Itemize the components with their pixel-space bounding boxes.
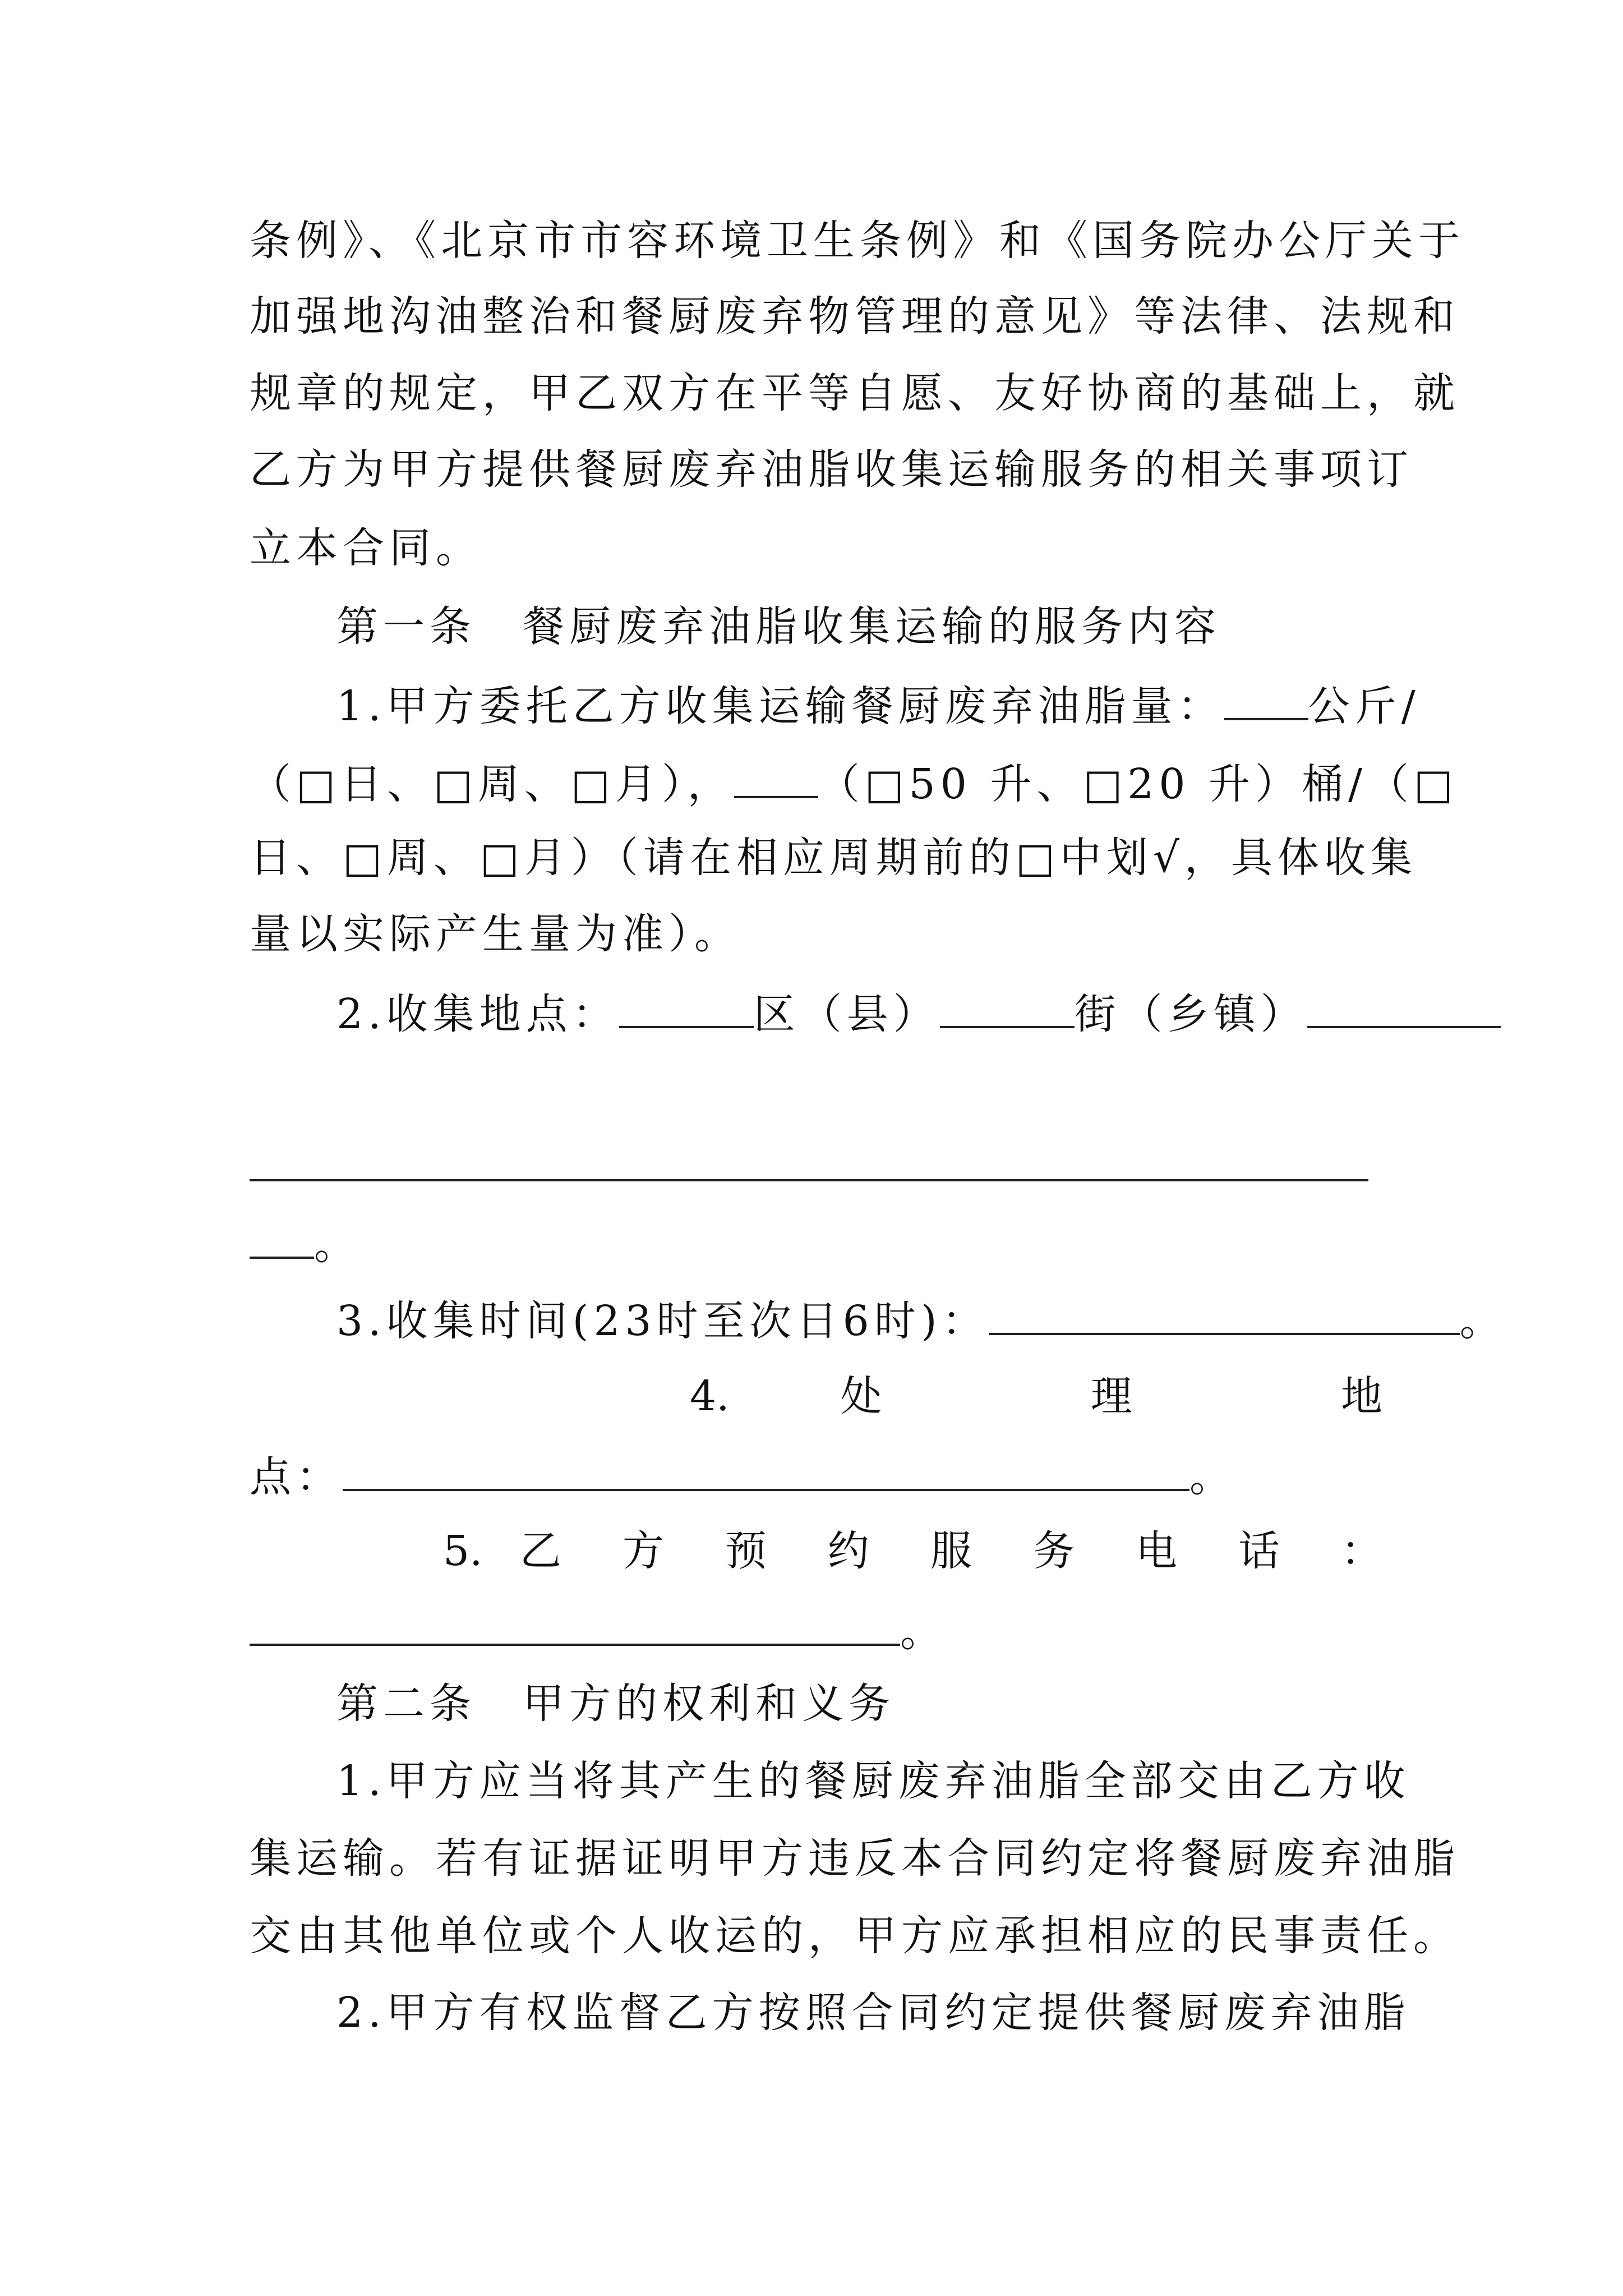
- article-2-heading: 第二条 甲方的权利和义务: [336, 1680, 895, 1728]
- paragraph-line: 交由其他单位或个人收运的，甲方应承担相应的民事责任。: [250, 1912, 1460, 1960]
- paragraph-line: 乙方为甲方提供餐厨废弃油脂收集运输服务的相关事项订: [250, 445, 1413, 494]
- item-5-char: 服: [930, 1527, 996, 1575]
- item-4-line: [690, 1372, 1382, 1420]
- item-1-line: [250, 760, 1458, 808]
- item-5-char: 电: [1135, 1527, 1201, 1575]
- paragraph-line: 条例》、《北京市市容环境卫生条例》和《国务院办公厅关于: [250, 217, 1465, 265]
- item-4-char: 理: [1090, 1372, 1230, 1420]
- street-blank[interactable]: [940, 990, 1075, 1028]
- item-2-text: 2.收集地点：: [336, 990, 619, 1038]
- period: 。: [1189, 1453, 1236, 1501]
- item-5-end-line: [250, 1608, 1382, 1656]
- address-end-blank[interactable]: [250, 1221, 314, 1259]
- item-1-line: 日、□周、□月）（请在相应周期前的□中划√，具体收集: [250, 834, 1417, 882]
- disposal-location-blank[interactable]: [343, 1453, 1189, 1491]
- phone-blank[interactable]: [250, 1608, 900, 1646]
- bucket-options: （□50 升、□20 升）桶/（□: [818, 760, 1458, 808]
- item-5-char: 方: [622, 1527, 688, 1575]
- item-5-char: 约: [827, 1527, 893, 1575]
- item-2-line: [336, 990, 1382, 1038]
- item-4-char: 处: [840, 1372, 980, 1420]
- period: 。: [1459, 1297, 1506, 1345]
- item-1-line: 量以实际产生量为准）。: [250, 910, 741, 958]
- article-1-heading: 第一条 餐厨废弃油脂收集运输的服务内容: [336, 602, 1221, 651]
- item-4-number: 4.: [690, 1372, 730, 1420]
- period: 。: [314, 1221, 361, 1269]
- address-blank[interactable]: [1307, 990, 1501, 1028]
- collection-time-blank[interactable]: [989, 1297, 1460, 1335]
- item-5-char: 预: [725, 1527, 791, 1575]
- item-3-line: [336, 1297, 1506, 1345]
- paragraph-line: 加强地沟油整治和餐厨废弃物管理的意见》等法律、法规和: [250, 292, 1460, 341]
- item-3-text: 3.收集时间(23时至次日6时)：: [336, 1297, 989, 1345]
- paragraph-line: 集运输。若有证据证明甲方违反本合同约定将餐厨废弃油脂: [250, 1834, 1460, 1883]
- quantity-blank[interactable]: [1224, 682, 1308, 720]
- item-5-number: 5.: [443, 1527, 483, 1575]
- street-label: 街（乡镇）: [1074, 990, 1307, 1038]
- item-5-char: 乙: [519, 1527, 585, 1575]
- district-label: 区（县）: [753, 990, 940, 1038]
- item-5-line: [443, 1527, 1382, 1575]
- bucket-count-blank[interactable]: [734, 760, 818, 798]
- item-4-text: 点：: [250, 1453, 343, 1501]
- paragraph-line: 1.甲方应当将其产生的餐厨废弃油脂全部交由乙方收: [336, 1757, 1410, 1805]
- unit-text: 公斤/: [1308, 682, 1421, 730]
- item-2-end-line: [250, 1221, 1382, 1269]
- paragraph-line: 立本合同。: [250, 524, 482, 572]
- item-5-char: ：: [1341, 1527, 1382, 1575]
- item-4-char: 地: [1341, 1372, 1382, 1420]
- item-1-text: 1.甲方委托乙方收集运输餐厨废弃油脂量：: [336, 682, 1224, 730]
- period: 。: [900, 1608, 947, 1656]
- item-5-char: 务: [1032, 1527, 1099, 1575]
- period-options: （□日、□周、□月），: [250, 760, 734, 808]
- district-blank[interactable]: [619, 990, 754, 1028]
- item-5-char: 话: [1238, 1527, 1304, 1575]
- item-1-line: [336, 682, 1421, 730]
- paragraph-line: 规章的规定，甲乙双方在平等自愿、友好协商的基础上，就: [250, 369, 1460, 417]
- item-4-end-line: [250, 1453, 1382, 1501]
- paragraph-line: 2.甲方有权监督乙方按照合同约定提供餐厨废弃油脂: [336, 1989, 1410, 2037]
- address-rule[interactable]: [250, 1179, 1368, 1181]
